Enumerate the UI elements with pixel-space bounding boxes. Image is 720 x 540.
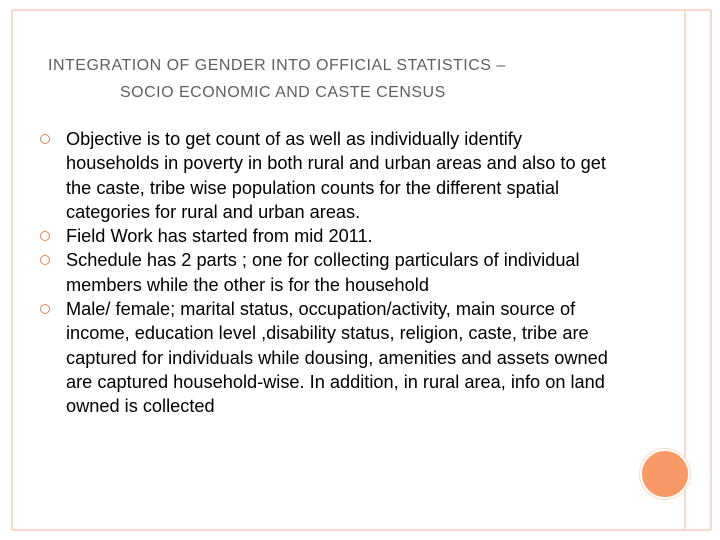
bullet-text-field-work: Field Work has started from mid 2011.: [66, 226, 373, 247]
hollow-circle-bullet-icon: [40, 231, 50, 241]
hollow-circle-bullet-icon: [40, 304, 50, 314]
bullet-text-schedule: Schedule has 2 parts ; one for collecting particulars of individual members while the other is for the household: [66, 250, 580, 295]
bullet-text-captured-variables: Male/ female; marital status, occupation/activity, main source of income, education level ,disability status, religion, caste, tribe are captured for individuals while dousing, amenities and assets owned are captured household-wise. In addition, in rural area, info on land owned is collected: [66, 299, 608, 417]
slide-frame-divider-line: [684, 9, 686, 531]
slide-title-line-2: SOCIO ECONOMIC AND CASTE CENSUS: [120, 84, 446, 101]
bullet-item-captured-variables: [40, 297, 620, 418]
orange-accent-circle: [640, 449, 690, 499]
slide-title: [30, 52, 630, 106]
bullet-item-field-work: [40, 224, 620, 248]
hollow-circle-bullet-icon: [40, 134, 50, 144]
slide-title-line-1: INTEGRATION OF GENDER INTO OFFICIAL STATISTICS –: [48, 57, 506, 74]
bullet-item-objective: [40, 127, 620, 224]
bullet-list: [40, 127, 620, 419]
bullet-text-objective: Objective is to get count of as well as individually identify households in poverty in both rural and urban areas and also to get the caste, tribe wise population counts for the different spatial categories for rural and urban areas.: [66, 129, 606, 222]
bullet-item-schedule: [40, 248, 620, 297]
hollow-circle-bullet-icon: [40, 255, 50, 265]
